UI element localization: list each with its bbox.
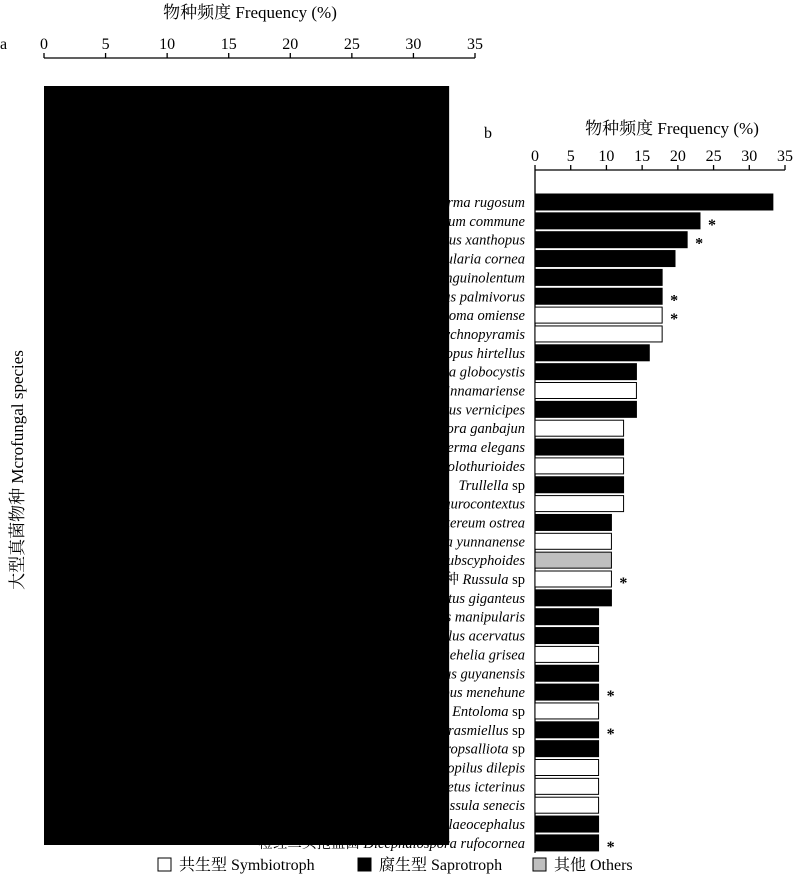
panel-b-bar [535,628,599,644]
panel-b-bar [535,232,687,248]
panel-b-bar [535,703,599,719]
panel-b-category-label: 球囊小蘑菇 Micropsalliota globocystis [294,364,525,381]
panel-b-category-label: 血痕韧革菌 Stereum sanguinolentum [305,270,525,287]
panel-b-star-marker: * [606,838,615,856]
panel-b-star-marker: * [619,575,628,592]
panel-b-bar [535,835,599,851]
panel-b-bar [535,401,636,417]
panel-b-bar [535,646,599,662]
panel-b-category-label: 近杯状斜盖伞 Clitopilus subscyphoides [289,553,525,570]
panel-b-bar [535,251,675,267]
panel-b-category-label: 橘色硬皮马勃 Scleroderma yunnanense [288,534,525,551]
panel-b-x-tick-label: 0 [531,148,539,165]
panel-b-bar [535,760,599,776]
panel-b-star-marker: * [695,235,704,253]
panel-b-x-tick-label: 25 [705,148,722,165]
panel-b-category-label: 残托鹅膏 Amanita sychnopyramis [323,326,525,343]
panel-a-x-axis-title: 物种频度 Frequency (%) [163,3,337,22]
panel-b-category-label: 红菇属一种 Russula sp [386,572,525,588]
legend-label-saprotroph: 腐生型 Saprotroph [379,857,503,874]
panel-b-bar [535,269,662,285]
panel-b-bar [535,722,599,738]
panel-b-bar [535,665,599,681]
panel-b-bar [535,684,599,700]
panel-b-bar [535,364,636,380]
panel-b-category-label: 角质木耳 Auricularia cornea [351,251,525,268]
panel-b-bar [535,326,662,342]
panel-b-category-label: 点柄黄红菇 Russula senecis [357,798,525,815]
panel-b-x-tick-label: 35 [777,148,793,165]
panel-a-letter: a [0,36,8,53]
panel-a-x-tick-label: 35 [467,36,483,53]
legend [158,856,633,874]
panel-b-bar [535,797,599,813]
panel-a-x-tick-label: 30 [405,36,422,53]
panel-b-category-label: 锐棘秃马勃 Calvatia holothurioides [310,458,525,475]
panel-b-bar [535,383,636,399]
panel-b-star-marker: * [670,311,679,329]
legend-label-symbiotroph: 共生型 Symbiotroph [179,857,315,874]
panel-b-star-marker: * [606,725,615,743]
panel-b-category-label: 油盖小皮伞 Marasmius elaeocephalus [297,817,525,834]
panel-b-bar [535,213,700,229]
panel-b-x-tick-label: 30 [741,148,758,165]
panel-b-category-label: 盏枝小孔菌 Microporus xanthopus [317,232,525,249]
legend-swatch-symbiotroph [158,858,171,871]
panel-b-category-label: 裂褶菌 Schizophyllum commune [334,213,525,230]
panel-b-category-label: 棕榈小皮伞 Marasmius palmivorus [314,289,525,306]
panel-b-category-label: 小蘑菇属 Micropsalliota sp [361,741,525,758]
panel-b-category-label: 碗豆形硬皮马勃 Scleroderma sinnamariense [258,383,525,400]
panel-b-letter: b [484,125,492,142]
panel-b-x-tick-label: 5 [566,148,575,165]
panel-a-x-tick-label: 20 [282,36,299,53]
panel-b-bar [535,514,611,530]
panel-b-bar [535,496,624,512]
legend-swatch-others [533,858,546,871]
panel-a-x-tick-label: 25 [343,36,360,53]
panel-a-x-tick-label: 10 [159,36,176,53]
panel-b-category-label: 皱盖血芝 Sanguinoderma rugosum [317,195,525,211]
panel-b-category-label: 巨大侧耳 Pleurotus giganteus [347,590,525,607]
panel-b-category-label: 黄条纹粉褶蕈 Entoloma omiense [326,308,525,325]
panel-a-bar [44,463,66,845]
panel-b-bar [535,741,599,757]
panel-b-category-label: 轮纹韧革菌 Stereum ostrea [362,515,525,532]
legend-label-others: 其他 Others [554,857,633,874]
panel-b-category-label: 热带紫褐裸伞 Gymnopilus dilepis [322,760,525,777]
panel-b-category-label: 干巴菌 Thelephora ganbajun [352,421,525,438]
panel-a-y-axis-title: 大型真菌物种 Mcrofungal species [8,350,27,590]
panel-b-star-marker: * [670,292,679,310]
panel-b-x-tick-label: 20 [669,148,686,165]
panel-b-bar [535,345,649,361]
panel-b-bar [535,590,611,606]
panel-b-category-label: 圭亚那小皮伞 Marasmius guyanensis [301,666,525,683]
panel-b-bar [535,420,624,436]
panel-b-bar [535,307,662,323]
panel-b-bar [535,609,599,625]
panel-b-bar [535,533,611,549]
panel-a-x-tick-label: 5 [101,36,110,53]
panel-b-category-label: 多疣波边革菌 Cymatoderma elegans [304,440,525,457]
panel-b-category-label: 毛纹裸柄伞 Gymnopus hirtellus [334,345,525,362]
panel-b-category-label: 橙红二头孢盘菌 Dicephalospora rufocornea [258,835,525,852]
panel-b-category-label: 褐小孔菌 Microporus vernicipes [332,402,525,419]
panel-a-x-tick-label: 15 [220,36,237,53]
panel-b-star-marker: * [708,216,716,234]
panel-b-category-label: 黄肉条孢牛肝菌 Boletellus aurocontextus [276,496,525,513]
panel-b-x-tick-label: 10 [598,148,615,165]
panel-b-bar [535,778,599,794]
panel-b-category-label: 簇生小管菌 Filoboletus manipularis [309,609,525,626]
panel-b-bars [535,194,773,851]
panel-b-bar [535,458,624,474]
panel-b-bar [535,571,611,587]
panel-b-bar [535,439,624,455]
panel-b-x-axis-title: 物种频度 Frequency (%) [585,119,759,138]
panel-a-x-axis [40,36,483,58]
panel-b-bar [535,477,624,493]
panel-b-bar [535,194,773,210]
panel-b-x-tick-label: 15 [634,148,651,165]
panel-b-category-label: 微皮伞属 Marasmiellus sp [367,722,525,739]
panel-b-star-marker: * [606,688,615,706]
panel-b-category-label: Trullella sp [458,477,525,494]
panel-b-bar [535,552,611,568]
panel-b-category-label: 黄疸粉末牛肝菌 Pulveroboletus icterinus [278,779,525,796]
legend-swatch-saprotroph [358,858,371,871]
panel-a-x-tick-label: 0 [40,36,48,53]
panel-b-category-label: 梅内胡裸脚伞 Gymnopus menehune [309,685,525,702]
panel-b-bar [535,288,662,304]
panel-b-category-label: 灰白亚侧耳 Hohenbuehelia grisea [320,647,525,664]
panel-b-bar [535,816,599,832]
panel-b-category-label: 粉褶菌属 Entoloma sp [390,703,525,720]
panel-b-category-label: 从生棱孔菌 Favolus acervatus [342,628,525,645]
